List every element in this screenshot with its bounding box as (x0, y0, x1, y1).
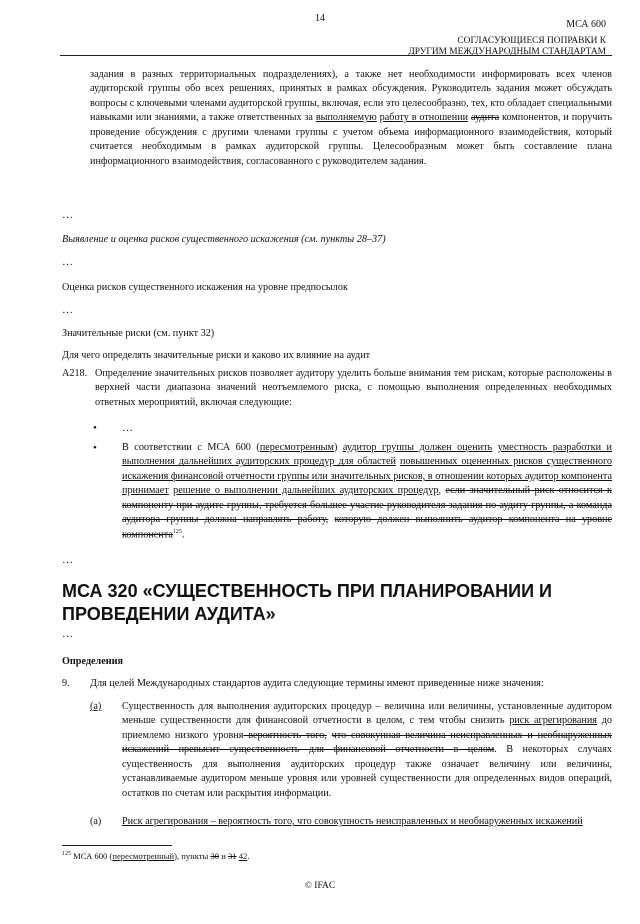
ellipsis: … (62, 304, 73, 316)
ellipsis: … (62, 256, 73, 268)
bullet-marker: • (93, 422, 97, 434)
header-title-line-1: СОГЛАСУЮЩИЕСЯ ПОПРАВКИ К (457, 36, 606, 46)
item-label-a-2: (a) (90, 816, 102, 827)
item-label-a: (a) (90, 701, 102, 712)
paragraph-label-a218: A218. (62, 368, 88, 379)
assertion-level-heading: Оценка рисков существенного искажения на уровне предпосылок (62, 282, 348, 293)
paragraph-9: Для целей Международных стандартов аудита следующие термины имеют приведенные ниже значения: (90, 678, 544, 689)
ellipsis: … (62, 628, 73, 640)
header-title-line-2: ДРУГИМ МЕЖДУНАРОДНЫМ СТАНДАРТАМ (408, 47, 606, 57)
ellipsis: … (62, 209, 73, 221)
ellipsis: … (62, 554, 73, 566)
definition-materiality-paragraph: Существенность для выполнения аудиторских процедур – величина или величины, установленные аудитором меньше существенности для финансовой отчетности в целом, с тем чтобы снизить риск агрегирования до приемлемо низкого уровня вероятность того, что совокупная величина неисправленных и необнаруженных искажений превысит существенность для финансовой отчетности в целом. В некоторых случаях существенность для выполнения аудиторских процедур также означает величину или величины, устанавливаемые аудитором меньше уровня или уровней существенности для определенных видов операций, остатков по счетам или раскрытия информации. (122, 701, 613, 799)
paragraph-a218: Определение значительных рисков позволяет аудитору уделить больше внимания тем рискам, которые расположены в верхней части диапазона значений неотъемлемого риска, с помощью выполнения определенных необходимых ответных мероприятий, включая следующие: (95, 368, 612, 408)
section-heading-italic: Выявление и оценка рисков существенного искажения (см. пункты 28–37) (62, 234, 386, 245)
definition-aggregation-risk: Риск агрегирования – вероятность того, что совокупность неисправленных и необнаруженных искажений (122, 816, 583, 827)
bullet-ellipsis: … (122, 422, 133, 434)
bullet-isa600-paragraph: В соответствии с МСА 600 (пересмотренным) аудитор группы должен оценить уместность разработки и выполнения дальнейших аудиторских процедур для областей повышенных оцененных рисков существенного искажения финансовой отчетности группы или значительных рисков, в отношении которых аудитор компонента принимает решение о выполнении дальнейших аудиторских процедур, если значительный риск относится к компоненту при аудите группы, требуется большее участие руководителя задания по аудиту группы, а команда аудитора группы должна направлять работу, которую должен выполнить аудитор компонента на уровне компонента$^{125}$. (122, 442, 613, 541)
why-significant-risks-heading: Для чего определять значительные риски и каково их влияние на аудит (62, 350, 371, 361)
footnote-125: $^{125}$ МСА 600 (пересмотренный), пункты 30 и 31 42. (62, 851, 250, 861)
footnote-rule (62, 845, 172, 846)
significant-risks-heading: Значительные риски (см. пункт 32) (62, 328, 215, 339)
definitions-heading: Определения (62, 656, 124, 667)
footnote-ref-125: 125 (172, 528, 182, 535)
bullet-marker: • (93, 442, 97, 454)
page-number: 14 (315, 13, 325, 24)
paragraph-number-9: 9. (62, 678, 70, 689)
footer-copyright: © IFAC (304, 881, 336, 891)
header-rule (60, 55, 612, 56)
section-title-isa-320: МСА 320 «СУЩЕСТВЕННОСТЬ ПРИ ПЛАНИРОВАНИИ И ПРОВЕДЕНИИ АУДИТА» (62, 581, 552, 624)
intro-paragraph: задания в разных территориальных подразделениях), а также нет необходимости информировать всех членов аудиторской группы обо всех решениях, принятых в рамках обсуждения. Руководитель задания может обсуждать вопросы с ключевыми членами аудиторской группы, включая, если это целесообразно, тех, кто обладает специальными навыками или знаниями, а также ответственных за выполняемую работу в отношении аудита компонентов, и поручить проведение обсуждения с другими членами группы с учетом объема информационного взаимодействия, который считается необходимым в рамках аудиторской группы. Целесообразным может быть составление плана информационного взаимодействия, согласованного с руководителем задания. (90, 69, 612, 167)
header-standard-code: МСА 600 (566, 19, 606, 30)
